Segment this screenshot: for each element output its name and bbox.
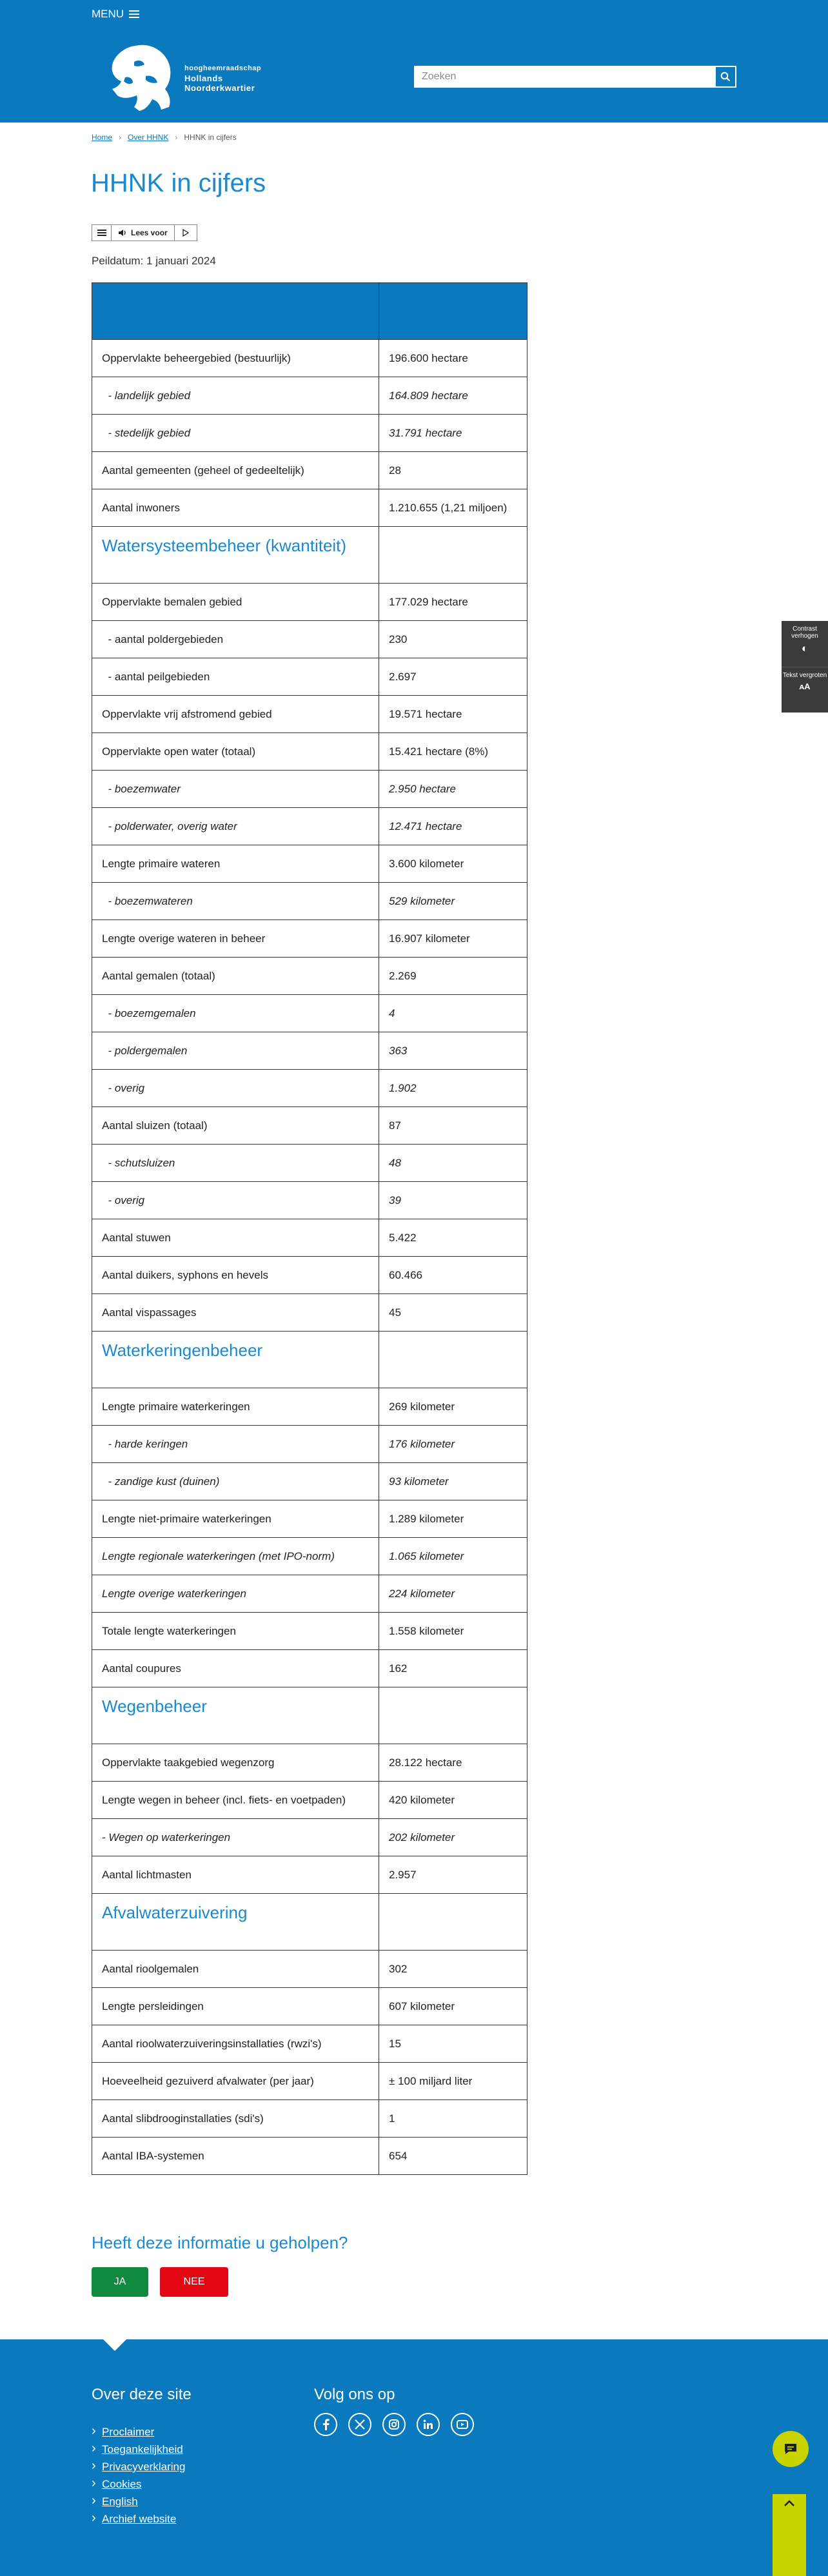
facebook-icon[interactable] xyxy=(314,2413,337,2436)
readspeaker-label: Lees voor xyxy=(131,228,168,237)
table-row xyxy=(92,1182,527,1219)
row-label: Oppervlakte taakgebied wegenzorg xyxy=(92,1744,379,1782)
row-value: 28.122 hectare xyxy=(379,1744,527,1782)
row-label: Aantal lichtmasten xyxy=(92,1856,379,1894)
row-label: - stedelijk gebied xyxy=(92,415,379,452)
row-value: 1.065 kilometer xyxy=(379,1538,527,1575)
menu-label: MENU xyxy=(92,8,124,20)
row-value: 196.600 hectare xyxy=(379,340,527,377)
feedback-no-button[interactable]: NEE xyxy=(160,2267,228,2297)
footer-link-item xyxy=(102,2493,185,2510)
table-row xyxy=(92,1032,527,1070)
table-row xyxy=(92,696,527,733)
table-row xyxy=(92,920,527,958)
table-row xyxy=(92,489,527,527)
row-label: Aantal slibdrooginstallaties (sdi's) xyxy=(92,2100,379,2138)
play-icon xyxy=(182,229,189,237)
row-label: Aantal gemalen (totaal) xyxy=(92,958,379,995)
row-value: 31.791 hectare xyxy=(379,415,527,452)
row-label: Aantal inwoners xyxy=(92,489,379,527)
readspeaker-menu-button[interactable] xyxy=(92,225,112,241)
chat-button[interactable] xyxy=(773,2431,809,2467)
row-value: 2.697 xyxy=(379,658,527,696)
row-label: Aantal stuwen xyxy=(92,1219,379,1257)
logo-line-1: hoogheemraadschap xyxy=(184,64,262,72)
row-label: - landelijk gebied xyxy=(92,377,379,415)
row-value xyxy=(379,527,527,584)
table-row xyxy=(92,1070,527,1107)
table-row xyxy=(92,1782,527,1819)
row-value: 2.950 hectare xyxy=(379,771,527,808)
row-value: 230 xyxy=(379,621,527,658)
table-row xyxy=(92,1856,527,1894)
search-icon xyxy=(720,72,731,82)
list-icon xyxy=(97,229,106,237)
row-value xyxy=(379,1332,527,1388)
text-size-label: Tekst vergroten xyxy=(782,672,827,679)
row-value xyxy=(379,1894,527,1951)
table-row xyxy=(92,377,527,415)
table-header-cell xyxy=(379,283,527,340)
table-row xyxy=(92,808,527,845)
row-label: Aantal duikers, syphons en hevels xyxy=(92,1257,379,1294)
row-label: Aantal rioolgemalen xyxy=(92,1951,379,1988)
table-section-row xyxy=(92,527,527,584)
row-value: 15 xyxy=(379,2025,527,2063)
row-value: 420 kilometer xyxy=(379,1782,527,1819)
footer-notch xyxy=(103,2339,126,2351)
social-links xyxy=(314,2413,474,2436)
row-label: - poldergemalen xyxy=(92,1032,379,1070)
row-value: 2.269 xyxy=(379,958,527,995)
table-row xyxy=(92,1951,527,1988)
row-value: 269 kilometer xyxy=(379,1388,527,1426)
breadcrumb-separator-icon: › xyxy=(175,133,178,142)
row-label: Lengte regionale waterkeringen (met IPO-norm) xyxy=(92,1538,379,1575)
table-row xyxy=(92,2138,527,2175)
table-row xyxy=(92,771,527,808)
table-row xyxy=(92,1500,527,1538)
footer-link-cookies[interactable]: Cookies xyxy=(102,2478,142,2490)
row-value: 1.210.655 (1,21 miljoen) xyxy=(379,489,527,527)
footer-link-item xyxy=(102,2441,185,2458)
table-row xyxy=(92,584,527,621)
breadcrumb-over-hhnk[interactable]: Over HHNK xyxy=(128,133,169,142)
row-label: Aantal coupures xyxy=(92,1650,379,1687)
table-row xyxy=(92,1426,527,1463)
row-label: - polderwater, overig water xyxy=(92,808,379,845)
logo-line-2: Hollands xyxy=(184,73,223,83)
table-row xyxy=(92,733,527,771)
row-value xyxy=(379,1687,527,1744)
row-value: 1.902 xyxy=(379,1070,527,1107)
table-header-cell xyxy=(92,283,379,340)
row-label: Oppervlakte vrij afstromend gebied xyxy=(92,696,379,733)
row-value: 1.558 kilometer xyxy=(379,1613,527,1650)
row-value: 5.422 xyxy=(379,1219,527,1257)
section-heading: Wegenbeheer xyxy=(92,1687,379,1744)
logo-text xyxy=(184,64,261,93)
search-button[interactable] xyxy=(715,66,736,88)
footer-links xyxy=(102,2423,185,2528)
section-heading: Waterkeringenbeheer xyxy=(92,1332,379,1388)
row-label: Oppervlakte bemalen gebied xyxy=(92,584,379,621)
readspeaker-widget xyxy=(92,224,197,241)
footer-link-item xyxy=(102,2458,185,2475)
table-row xyxy=(92,1819,527,1856)
row-value: 3.600 kilometer xyxy=(379,845,527,883)
row-value: 202 kilometer xyxy=(379,1819,527,1856)
back-to-top-button[interactable] xyxy=(773,2494,806,2576)
table-row xyxy=(92,1388,527,1426)
row-label: Lengte wegen in beheer (incl. fiets- en voetpaden) xyxy=(92,1782,379,1819)
row-value: 4 xyxy=(379,995,527,1032)
lion-logo-icon xyxy=(106,43,177,113)
footer-link-item xyxy=(102,2510,185,2528)
row-label: Oppervlakte beheergebied (bestuurlijk) xyxy=(92,340,379,377)
accessibility-widget xyxy=(782,621,828,713)
row-value: ± 100 miljard liter xyxy=(379,2063,527,2100)
row-label: - harde keringen xyxy=(92,1426,379,1463)
row-value: 15.421 hectare (8%) xyxy=(379,733,527,771)
row-label: Lengte primaire wateren xyxy=(92,845,379,883)
table-row xyxy=(92,2025,527,2063)
table-row xyxy=(92,1257,527,1294)
row-value: 87 xyxy=(379,1107,527,1145)
text-size-icon: ᴀA xyxy=(799,682,811,691)
table-row xyxy=(92,845,527,883)
youtube-icon[interactable] xyxy=(451,2413,474,2436)
table-section-row xyxy=(92,1894,527,1951)
row-label: Aantal vispassages xyxy=(92,1294,379,1332)
row-label: Aantal gemeenten (geheel of gedeeltelijk) xyxy=(92,452,379,489)
row-value: 607 kilometer xyxy=(379,1988,527,2025)
row-value: 16.907 kilometer xyxy=(379,920,527,958)
row-value: 177.029 hectare xyxy=(379,584,527,621)
logo-line-3: Noorderkwartier xyxy=(184,83,255,93)
row-label: Lengte niet-primaire waterkeringen xyxy=(92,1500,379,1538)
row-value: 224 kilometer xyxy=(379,1575,527,1613)
search-bar xyxy=(414,66,736,88)
text-size-button[interactable] xyxy=(782,667,828,713)
readspeaker-play-button[interactable] xyxy=(175,225,197,241)
table-row xyxy=(92,1988,527,2025)
feedback-yes-button[interactable]: JA xyxy=(92,2267,148,2297)
table-row xyxy=(92,995,527,1032)
footer-link-english[interactable]: English xyxy=(102,2495,138,2508)
table-row xyxy=(92,958,527,995)
row-label: Oppervlakte open water (totaal) xyxy=(92,733,379,771)
x-icon[interactable] xyxy=(348,2413,371,2436)
row-value: 162 xyxy=(379,1650,527,1687)
row-label: - aantal peilgebieden xyxy=(92,658,379,696)
section-heading: Afvalwaterzuivering xyxy=(92,1894,379,1951)
breadcrumb-separator-icon: › xyxy=(119,133,122,142)
hamburger-icon xyxy=(129,8,139,20)
row-label: - boezemwater xyxy=(92,771,379,808)
footer-link-privacyverklaring[interactable]: Privacyverklaring xyxy=(102,2461,186,2473)
search-input[interactable] xyxy=(414,66,715,88)
table-row xyxy=(92,1145,527,1182)
table-header-row xyxy=(92,283,527,340)
table-row xyxy=(92,1744,527,1782)
row-label: Lengte overige wateren in beheer xyxy=(92,920,379,958)
row-label: Lengte overige waterkeringen xyxy=(92,1575,379,1613)
row-value: 28 xyxy=(379,452,527,489)
table-row xyxy=(92,1538,527,1575)
chat-icon xyxy=(784,2443,798,2455)
footer-link-item xyxy=(102,2475,185,2493)
table-section-row xyxy=(92,1687,527,1744)
contrast-button[interactable] xyxy=(782,621,828,667)
row-value: 654 xyxy=(379,2138,527,2175)
row-value: 45 xyxy=(379,1294,527,1332)
row-label: Aantal IBA-systemen xyxy=(92,2138,379,2175)
site-header xyxy=(0,0,828,123)
table-row xyxy=(92,452,527,489)
row-value: 529 kilometer xyxy=(379,883,527,920)
table-row xyxy=(92,1575,527,1613)
breadcrumb-home[interactable]: Home xyxy=(92,133,113,142)
footer-link-proclaimer[interactable]: Proclaimer xyxy=(102,2426,155,2438)
row-label: Aantal sluizen (totaal) xyxy=(92,1107,379,1145)
footer-about-title: Over deze site xyxy=(92,2386,192,2403)
readspeaker-listen-button[interactable] xyxy=(112,225,175,241)
table-row xyxy=(92,883,527,920)
row-label: Aantal rioolwaterzuiveringsinstallaties (rwzi's) xyxy=(92,2025,379,2063)
table-row xyxy=(92,658,527,696)
row-label: Hoeveelheid gezuiverd afvalwater (per jaar) xyxy=(92,2063,379,2100)
row-value: 12.471 hectare xyxy=(379,808,527,845)
table-row xyxy=(92,1294,527,1332)
table-row xyxy=(92,415,527,452)
table-row xyxy=(92,2063,527,2100)
row-value: 60.466 xyxy=(379,1257,527,1294)
table-row xyxy=(92,621,527,658)
row-value: 1 xyxy=(379,2100,527,2138)
row-value: 164.809 hectare xyxy=(379,377,527,415)
row-label: - boezemwateren xyxy=(92,883,379,920)
peildatum: Peildatum: 1 januari 2024 xyxy=(92,255,216,267)
instagram-icon[interactable] xyxy=(382,2413,406,2436)
table-row xyxy=(92,1107,527,1145)
footer-link-archief[interactable]: Archief website xyxy=(102,2513,177,2525)
table-row xyxy=(92,340,527,377)
row-label: - Wegen op waterkeringen xyxy=(92,1819,379,1856)
breadcrumb-current: HHNK in cijfers xyxy=(184,133,237,142)
row-label: - boezemgemalen xyxy=(92,995,379,1032)
contrast-icon: ◐ xyxy=(801,642,809,654)
row-value: 1.289 kilometer xyxy=(379,1500,527,1538)
table-row xyxy=(92,1650,527,1687)
row-value: 19.571 hectare xyxy=(379,696,527,733)
menu-button[interactable] xyxy=(92,8,139,21)
row-label: - overig xyxy=(92,1182,379,1219)
table-section-row xyxy=(92,1332,527,1388)
site-footer xyxy=(0,2339,828,2576)
row-label: - schutsluizen xyxy=(92,1145,379,1182)
breadcrumb xyxy=(92,133,237,142)
footer-follow-title: Volg ons op xyxy=(314,2386,395,2403)
feedback-question: Heeft deze informatie u geholpen? xyxy=(92,2233,348,2252)
row-label: Lengte primaire waterkeringen xyxy=(92,1388,379,1426)
row-value: 39 xyxy=(379,1182,527,1219)
cijfers-table xyxy=(92,282,527,2175)
contrast-label: Contrast verhogen xyxy=(791,625,818,640)
footer-link-toegankelijkheid[interactable]: Toegankelijkheid xyxy=(102,2443,183,2455)
table-row xyxy=(92,1219,527,1257)
section-heading: Watersysteembeheer (kwantiteit) xyxy=(92,527,379,584)
table-row xyxy=(92,1613,527,1650)
row-value: 302 xyxy=(379,1951,527,1988)
footer-link-item xyxy=(102,2423,185,2441)
table-row xyxy=(92,2100,527,2138)
page-title: HHNK in cijfers xyxy=(91,169,266,197)
row-label: - overig xyxy=(92,1070,379,1107)
speaker-icon xyxy=(118,229,127,237)
row-value: 363 xyxy=(379,1032,527,1070)
table-row xyxy=(92,1463,527,1500)
linkedin-icon[interactable] xyxy=(417,2413,440,2436)
row-label: - zandige kust (duinen) xyxy=(92,1463,379,1500)
row-value: 176 kilometer xyxy=(379,1426,527,1463)
row-label: Lengte persleidingen xyxy=(92,1988,379,2025)
row-value: 48 xyxy=(379,1145,527,1182)
row-value: 93 kilometer xyxy=(379,1463,527,1500)
chevron-up-icon xyxy=(784,2499,795,2507)
row-label: - aantal poldergebieden xyxy=(92,621,379,658)
row-label: Totale lengte waterkeringen xyxy=(92,1613,379,1650)
site-logo[interactable] xyxy=(106,43,261,113)
row-value: 2.957 xyxy=(379,1856,527,1894)
